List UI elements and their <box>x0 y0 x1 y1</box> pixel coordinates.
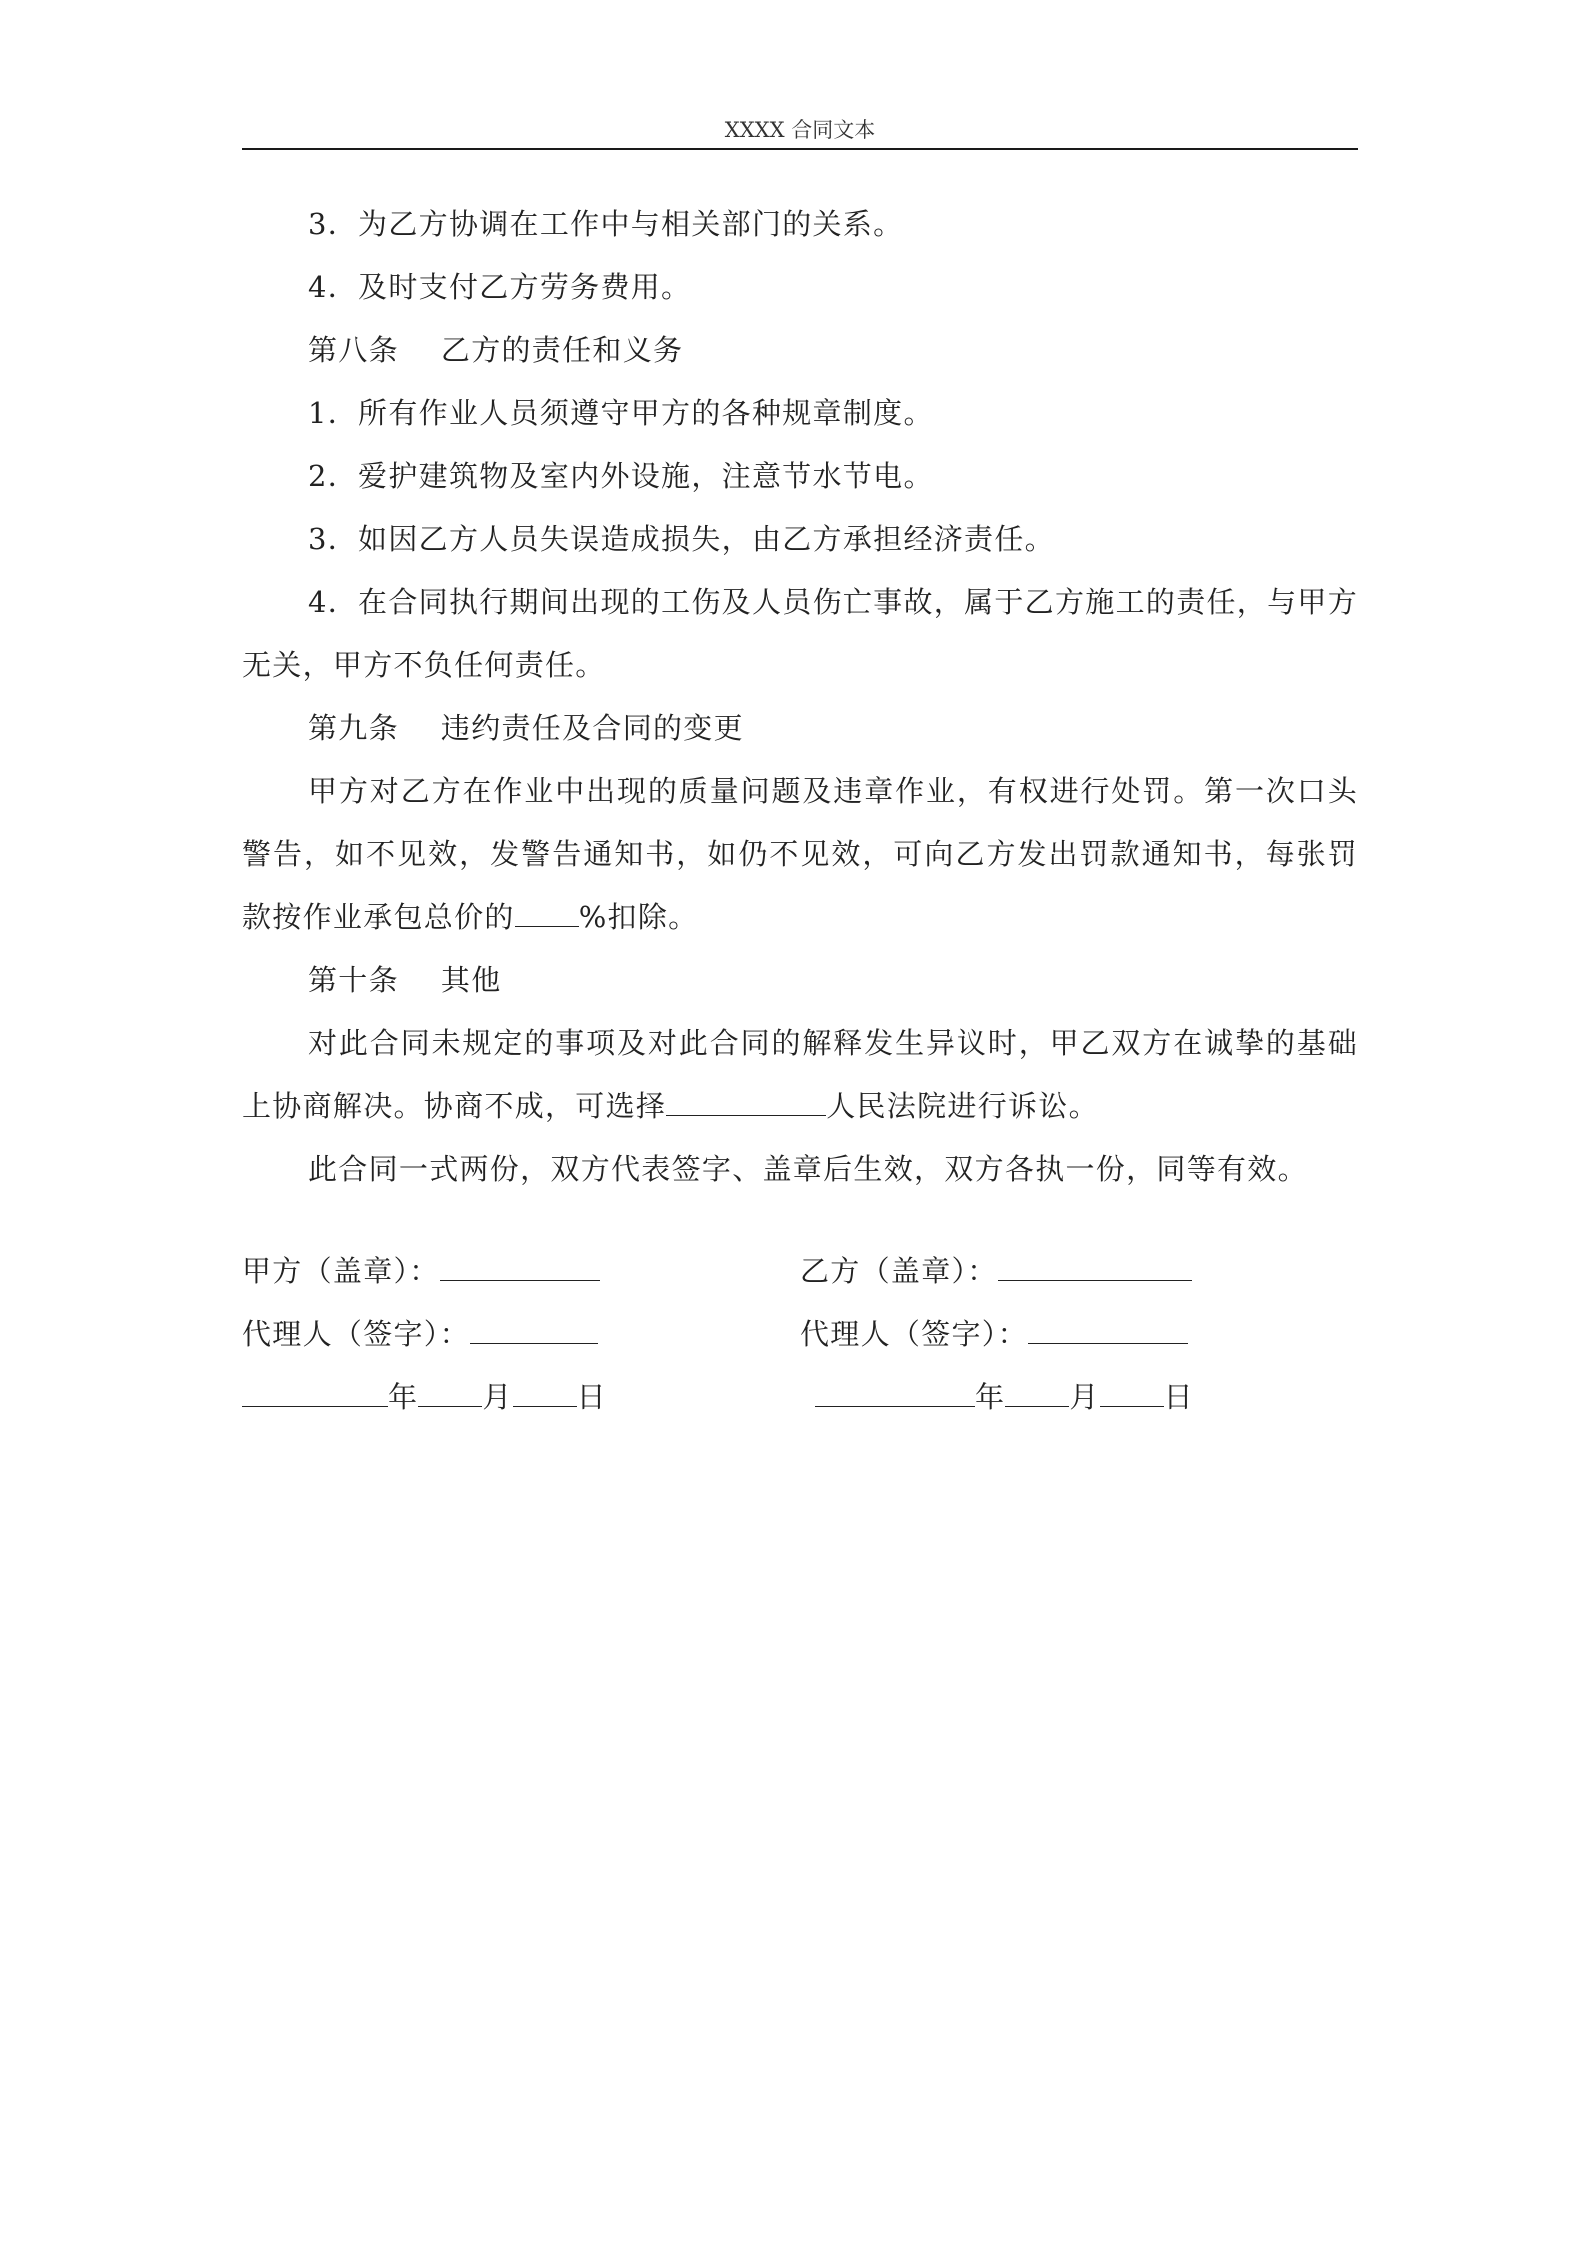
article-8-number: 第八条 <box>308 333 399 367</box>
party-b-date-line <box>815 1366 1194 1429</box>
clause-b-1: 1．所有作业人员须遵守甲方的各种规章制度。 <box>308 396 934 430</box>
party-b-seal-label: 乙方（盖章）： <box>800 1254 998 1288</box>
agent-a-sign-blank[interactable] <box>470 1317 598 1344</box>
article-9-number: 第九条 <box>308 711 399 745</box>
year-label: 年 <box>975 1380 1006 1414</box>
article-10-title: 其他 <box>440 963 502 997</box>
court-name-blank[interactable] <box>666 1089 826 1116</box>
contract-body <box>242 193 1358 1201</box>
article-10-number: 第十条 <box>308 963 399 997</box>
day-label: 日 <box>1163 1380 1194 1414</box>
year-label: 年 <box>388 1380 419 1414</box>
clause-b-2: 2．爱护建筑物及室内外设施，注意节水节电。 <box>308 459 934 493</box>
dispute-paragraph <box>242 1012 1358 1138</box>
header-rule <box>242 148 1358 150</box>
penalty-text: 甲方对乙方在作业中出现的质量问题及违章作业，有权进行处罚。第一次口头警告，如不见效，发警告通知书，如仍不见效，可向乙方发出罚款通知书，每张罚款按作业承包总价的 <box>242 774 1358 934</box>
month-label: 月 <box>482 1380 513 1414</box>
party-a-day-blank[interactable] <box>513 1380 577 1407</box>
clause-a-3: 3．为乙方协调在工作中与相关部门的关系。 <box>308 207 904 241</box>
article-10-heading <box>242 949 1358 1012</box>
agent-b-sign-line <box>800 1303 1188 1366</box>
agent-a-sign-label: 代理人（签字）： <box>242 1317 470 1351</box>
clause-b-4: 4．在合同执行期间出现的工伤及人员伤亡事故，属于乙方施工的责任，与甲方无关，甲方不负任何责任。 <box>242 585 1358 682</box>
dispute-text: 对此合同未规定的事项及对此合同的解释发生异议时，甲乙双方在诚挚的基础上协商解决。协商不成，可选择 <box>242 1026 1358 1123</box>
party-a-seal-label: 甲方（盖章）： <box>242 1254 440 1288</box>
penalty-text-end: %扣除。 <box>578 900 699 934</box>
party-b-seal-line <box>800 1240 1192 1303</box>
article-8-heading <box>242 319 1358 382</box>
agent-b-sign-label: 代理人（签字）： <box>800 1317 1028 1351</box>
party-b-month-blank[interactable] <box>1005 1380 1069 1407</box>
day-label: 日 <box>576 1380 607 1414</box>
party-b-day-blank[interactable] <box>1100 1380 1164 1407</box>
month-label: 月 <box>1069 1380 1100 1414</box>
party-a-year-blank[interactable] <box>242 1380 388 1407</box>
party-a-seal-blank[interactable] <box>440 1254 600 1281</box>
clause-a-4: 4．及时支付乙方劳务费用。 <box>308 270 692 304</box>
penalty-paragraph <box>242 760 1358 949</box>
article-8-title: 乙方的责任和义务 <box>440 333 684 367</box>
agent-a-sign-line <box>242 1303 598 1366</box>
agent-b-sign-blank[interactable] <box>1028 1317 1188 1344</box>
article-9-heading <box>242 697 1358 760</box>
penalty-percent-blank[interactable] <box>515 900 579 927</box>
article-9-title: 违约责任及合同的变更 <box>440 711 744 745</box>
party-a-date-line <box>242 1366 607 1429</box>
page-header: XXXX 合同文本 <box>724 118 876 142</box>
party-b-seal-blank[interactable] <box>998 1254 1192 1281</box>
party-a-seal-line <box>242 1240 600 1303</box>
clause-b-3: 3．如因乙方人员失误造成损失，由乙方承担经济责任。 <box>308 522 1055 556</box>
party-a-month-blank[interactable] <box>418 1380 482 1407</box>
copies-paragraph: 此合同一式两份，双方代表签字、盖章后生效，双方各执一份，同等有效。 <box>308 1152 1308 1186</box>
party-b-year-blank[interactable] <box>815 1380 975 1407</box>
dispute-text-end: 人民法院进行诉讼。 <box>826 1089 1099 1123</box>
